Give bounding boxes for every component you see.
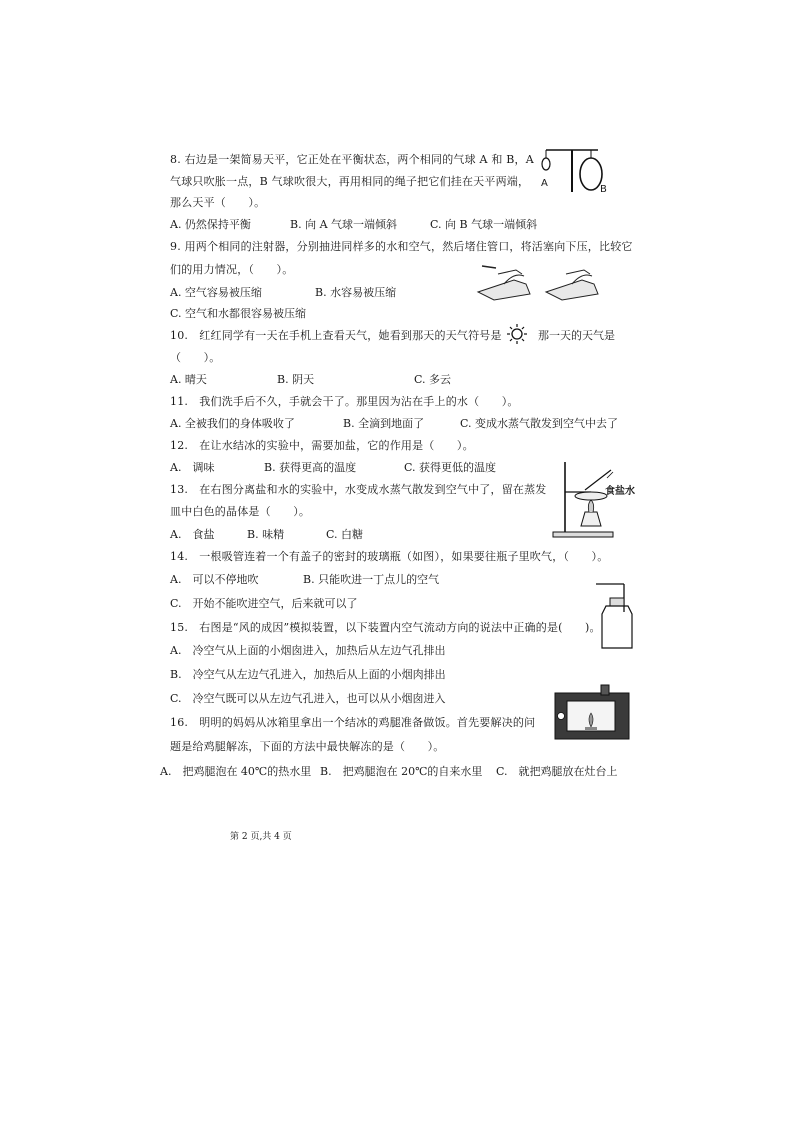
q10-line-1-tail: 那一天的天气是	[538, 329, 615, 342]
q14-line-1: 14. 一根吸管连着一个有盖子的密封的玻璃瓶（如图），如果要往瓶子里吹气，（ ）。	[170, 550, 609, 563]
q13-option-c: C. 白糖	[326, 528, 364, 541]
q16-option-c: C. 就把鸡腿放在灶台上	[496, 765, 618, 778]
q16-option-b: B. 把鸡腿泡在 20℃的自来水里	[320, 765, 483, 778]
q11-line-1: 11. 我们洗手后不久，手就会干了。那里因为沾在手上的水（ ）。	[170, 395, 519, 408]
q13-option-b: B. 味精	[247, 528, 285, 541]
q11-option-c: C. 变成水蒸气散发到空气中去了	[460, 417, 619, 430]
salt-water-label: 食盐水	[605, 486, 635, 497]
q8-line-3: 那么天平（ ）。	[170, 196, 266, 209]
q15-option-c: C. 冷空气既可以从左边气孔进入，也可以从小烟囱进入	[170, 692, 446, 705]
q13-line-2: 皿中白色的晶体是（ ）。	[170, 505, 311, 518]
q13-option-a: A. 食盐	[170, 528, 215, 541]
q10-option-b: B. 阴天	[277, 373, 315, 386]
balloon-b-label: B	[600, 184, 607, 195]
q11-option-a: A. 全被我们的身体吸收了	[170, 417, 295, 430]
q12-option-b: B. 获得更高的温度	[264, 461, 357, 474]
q9-line-1: 9. 用两个相同的注射器，分别抽进同样多的水和空气，然后堵住管口，将活塞向下压，比较它	[170, 240, 633, 253]
q15-line-1: 15. 右图是“风的成因”模拟装置，以下装置内空气流动方向的说法中正确的是( )。	[170, 621, 601, 634]
q9-option-a: A. 空气容易被压缩	[170, 286, 262, 299]
q14-option-a: A. 可以不停地吹	[170, 573, 259, 586]
q8-line-2: 气球只吹胀一点，B 气球吹很大，再用相同的绳子把它们挂在天平两端，	[170, 175, 530, 188]
page-number: 第 2 页,共 4 页	[230, 832, 292, 842]
q14-option-c: C. 开始不能吹进空气，后来就可以了	[170, 597, 358, 610]
q9-option-b: B. 水容易被压缩	[315, 286, 397, 299]
q15-option-a: A. 冷空气从上面的小烟囱进入，加热后从左边气孔排出	[170, 644, 446, 657]
q13-line-1: 13. 在右图分离盐和水的实验中，水变成水蒸气散发到空气中了，留在蒸发	[170, 483, 547, 496]
q10-option-c: C. 多云	[414, 373, 452, 386]
q12-option-c: C. 获得更低的温度	[404, 461, 497, 474]
sealed-bottle-figure	[594, 578, 638, 652]
q8-option-a: A. 仍然保持平衡	[170, 218, 251, 231]
q9-option-c: C. 空气和水都很容易被压缩	[170, 307, 307, 320]
balloon-a-label: A	[541, 178, 548, 189]
q12-option-a: A. 调味	[170, 461, 215, 474]
q16-line-1: 16. 明明的妈妈从冰箱里拿出一个结冰的鸡腿准备做饭。首先要解决的问	[170, 716, 536, 729]
q15-option-b: B. 冷空气从左边气孔进入，加热后从上面的小烟肉排出	[170, 668, 446, 681]
q16-option-a: A. 把鸡腿泡在 40℃的热水里	[160, 765, 312, 778]
wind-box-figure	[553, 683, 633, 741]
q8-option-b: B. 向 A 气球一端倾斜	[290, 218, 398, 231]
q8-option-c: C. 向 B 气球一端倾斜	[430, 218, 538, 231]
q12-line-1: 12. 在让水结冰的实验中，需要加盐，它的作用是（ ）。	[170, 439, 474, 452]
syringe-figure	[474, 262, 604, 302]
evaporation-figure	[549, 460, 639, 540]
q16-line-2: 题是给鸡腿解冻，下面的方法中最快解冻的是（ ）。	[170, 740, 445, 753]
q10-option-a: A. 晴天	[170, 373, 207, 386]
q9-line-2: 们的用力情况，（ ）。	[170, 263, 294, 276]
q10-line-2: （ ）。	[170, 351, 221, 364]
q8-line-1: 8. 右边是一架简易天平，它正处在平衡状态，两个相同的气球 A 和 B，A	[170, 153, 534, 166]
q10-line-1: 10. 红红同学有一天在手机上查看天气，她看到那天的天气符号是	[170, 329, 502, 342]
balance-figure	[536, 146, 606, 198]
q14-option-b: B. 只能吹进一丁点儿的空气	[303, 573, 440, 586]
sun-icon	[506, 323, 528, 345]
q11-option-b: B. 全滴到地面了	[343, 417, 425, 430]
